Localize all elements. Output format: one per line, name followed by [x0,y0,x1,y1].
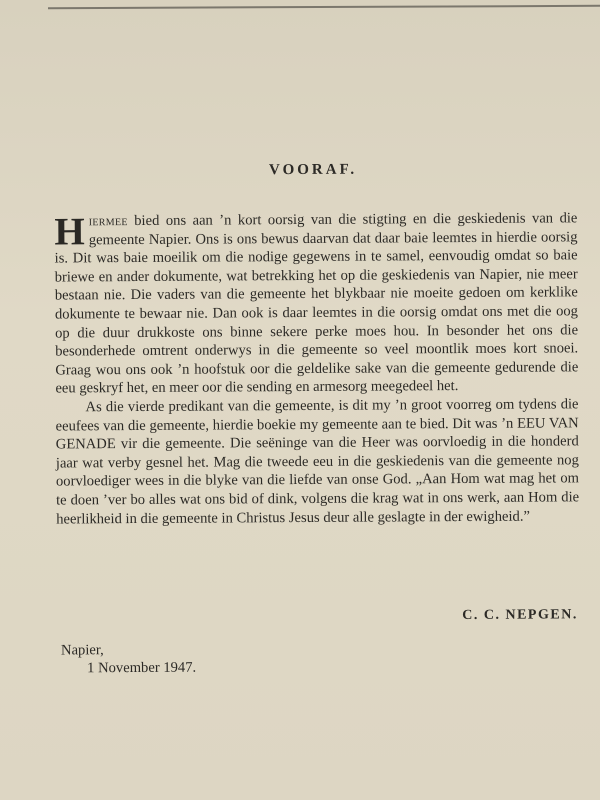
place-line: Napier, [60,642,104,659]
body-text [54,209,579,528]
paragraph-intro-text: bied ons aan ’n kort oorsig van die stigting en die geskiedenis van die gemeente Napier. Ons is ons bewus daarvan dat daar baie leemtes in hierdie oorsig is. Dit was baie moeilik om die nodige gegewens in te samel, eenvoudig omdat so baie briewe en ander dokumente, wat betrekking het op die geskiedenis van Napier, nie meer bestaan nie. Die vaders van die gemeente het blykbaar nie moeite gedoen om kerklike dokumente te bewaar nie. Dan ook is daar leemtes in die oorsig omdat ons met die oog op die duur drukkoste ons binne sekere perke moes hou. In besonder het ons die besonderhede omtrent onderwys in die gemeente so veel moontlik moes kort snoei. Graag wou ons ook ’n hoofstuk oor die geldelike sake van die gemeente gedurende die eeu geskryf het, en meer oor die sending en armesorg meegedeel het. [54,210,579,397]
page-title: VOORAF. [268,161,358,179]
author-signature: C. C. NEPGEN. [462,607,578,624]
paragraph-dedication: As die vierde predikant van die gemeente, is dit my ’n groot voorreg om tydens die eeufees van die gemeente, hierdie boekie my gemeente aan te bied. Dit was ’n EEU VAN GENADE vir die gemeente. Die seëninge van die Heer was oorvloedig in die honderd jaar wat verby gesnel het. Mag die tweede eeu in die geskiedenis van die gemeente nog oorvloediger wees in die blyke van die liefde van onse God. „Aan Hom wat mag het om te doen ’ver bo alles wat ons bid of dink, volgens die krag wat in ons werk, aan Hom die heerlikheid in die gemeente in Christus Jesus deur alle geslagte in der ewigheid.” [55,396,580,527]
lead-word: iermee [88,213,128,230]
paragraph-intro [54,209,578,398]
drop-cap: H [54,210,85,254]
date-line: 1 November 1947. [87,659,197,677]
